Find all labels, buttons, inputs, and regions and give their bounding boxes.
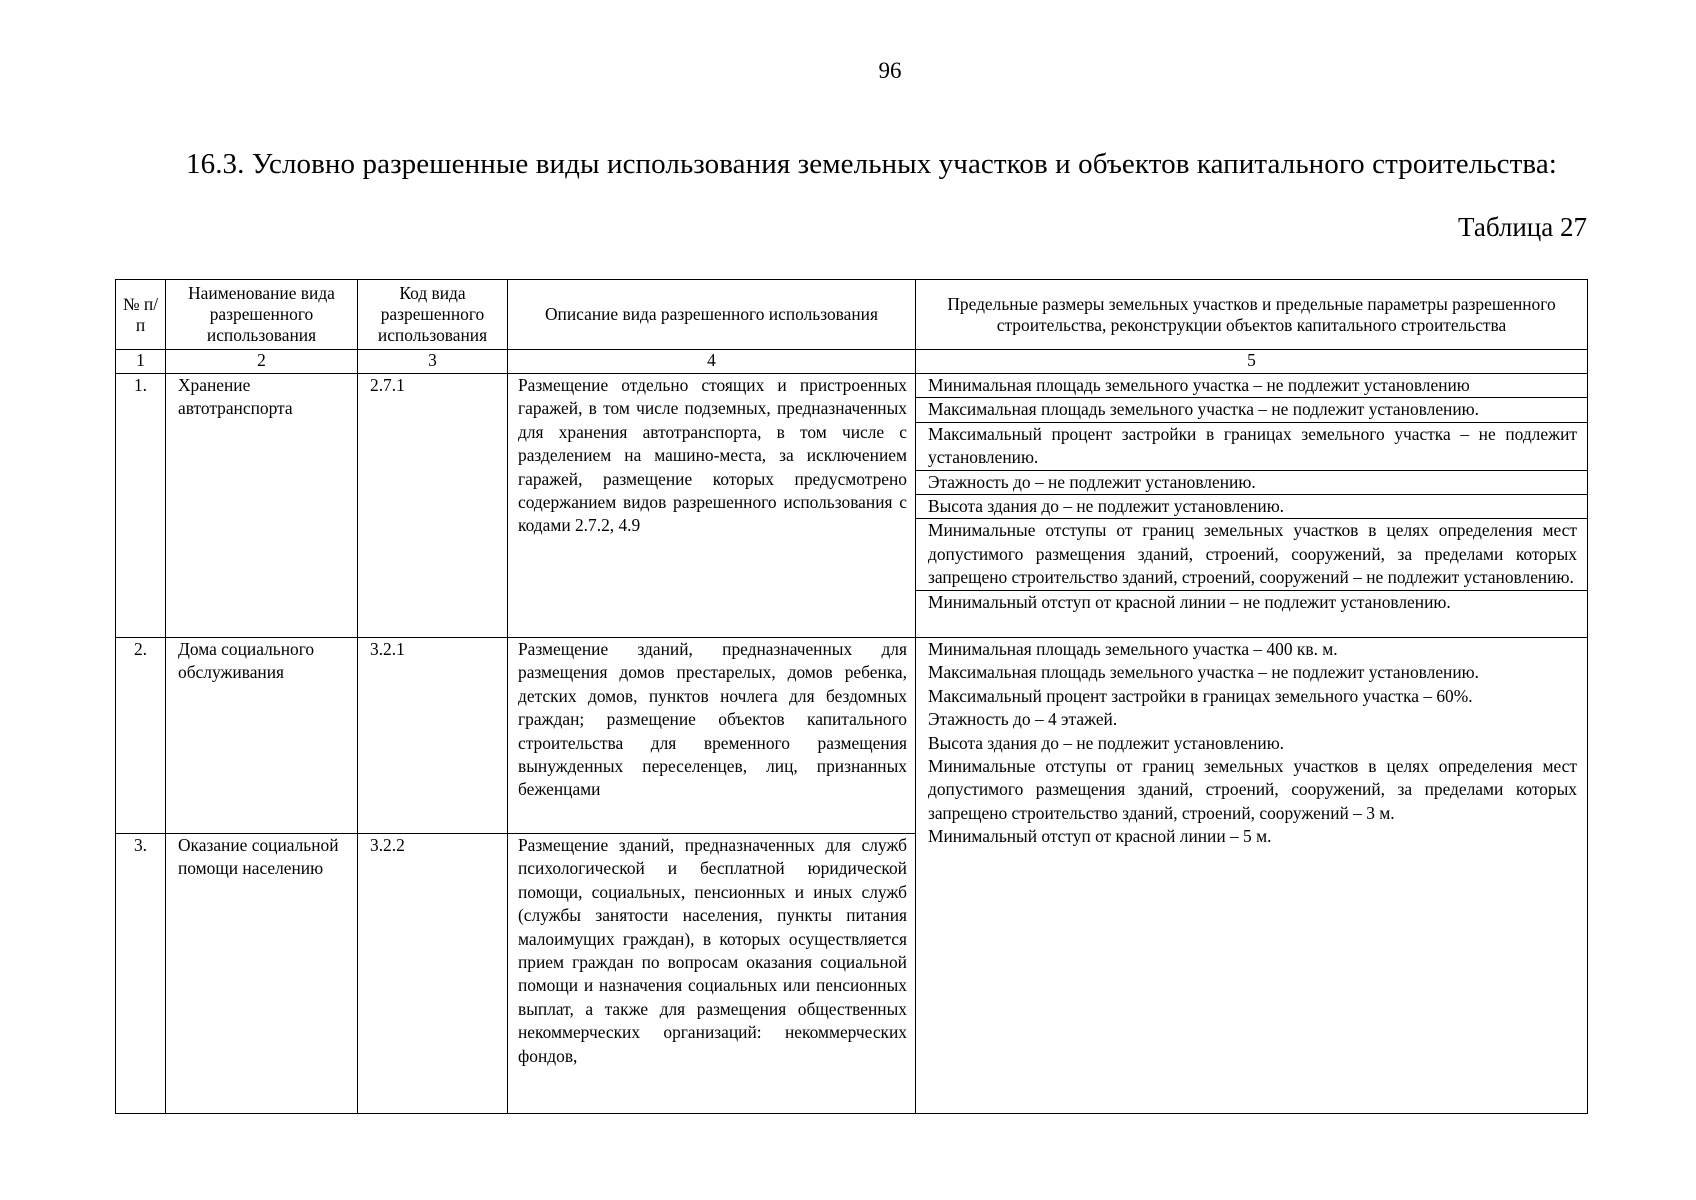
- header-use-code: Код вида разрешенного использования: [358, 280, 508, 350]
- limit-parameters: [916, 638, 1588, 1114]
- row-number: 1.: [116, 374, 166, 638]
- parameter-item: Минимальная площадь земельного участка – 400 кв. м.: [928, 639, 1338, 659]
- column-number: 5: [916, 350, 1588, 374]
- column-number-row: [116, 350, 1588, 374]
- use-description: Размещение отдельно стоящих и пристроенных гаражей, в том числе подземных, предназначенных для хранения автотранспорта, в том числе с разделением на машино-места, за исключением гаражей, размещение которых предусмотрено содержанием видов разрешенного использования с кодами 2.7.2, 4.9: [508, 374, 916, 638]
- parameter-item: Максимальный процент застройки в границах земельного участка – 60%.: [928, 685, 1473, 706]
- column-number: 4: [508, 350, 916, 374]
- use-name: Дома социального обслуживания: [166, 638, 358, 834]
- parameter-item: Максимальный процент застройки в границах земельного участка – не подлежит установлению.: [916, 423, 1587, 471]
- use-name: Хранение автотранспорта: [166, 374, 358, 638]
- column-number: 1: [116, 350, 166, 374]
- use-name: Оказание социальной помощи населению: [166, 834, 358, 1114]
- land-use-table: [115, 279, 1588, 1114]
- section-title: 16.3. Условно разрешенные виды использования земельных участков и объектов капитального строительства:: [186, 148, 1557, 180]
- use-description: Размещение зданий, предназначенных для служб психологической и бесплатной юридической помощи, социальных, пенсионных и иных служб (службы занятости населения, пункты питания малоимущих граждан), в которых осуществляется прием граждан по вопросам оказания социальной помощи и назначения социальных или пенсионных выплат, а также для размещения общественных некоммерческих организаций: некоммерческих фондов,: [508, 834, 916, 1114]
- page-number: 96: [878, 58, 902, 83]
- use-code: 3.2.1: [358, 638, 508, 834]
- use-description: Размещение зданий, предназначенных для размещения домов престарелых, домов ребенка, детских домов, пунктов ночлега для бездомных граждан; размещение объектов капитального строительства для временного размещения вынужденных переселенцев, лиц, признанных беженцами: [508, 638, 916, 834]
- use-code: 3.2.2: [358, 834, 508, 1114]
- header-number: № п/п: [116, 280, 166, 350]
- parameter-item: Высота здания до – не подлежит установлению.: [916, 495, 1587, 519]
- parameter-item: Максимальная площадь земельного участка – не подлежит установлению.: [928, 662, 1479, 683]
- parameter-item: Минимальный отступ от красной линии – 5 м.: [928, 826, 1272, 847]
- table-row: [116, 374, 1588, 638]
- column-number: 2: [166, 350, 358, 374]
- parameter-item: Минимальные отступы от границ земельных участков в целях определения мест допустимого размещения зданий, строений, сооружений, за пределами которых запрещено строительство зданий, строений, сооружений – не подлежит установлению.: [916, 519, 1587, 590]
- table-header-row: [116, 280, 1588, 350]
- use-code: 2.7.1: [358, 374, 508, 638]
- table-row: [116, 638, 1588, 834]
- parameter-item: Максимальная площадь земельного участка – не подлежит установлению.: [916, 398, 1587, 422]
- column-number: 3: [358, 350, 508, 374]
- limit-parameters: [916, 374, 1588, 638]
- row-number: 3.: [116, 834, 166, 1114]
- parameter-item: Этажность до – 4 этажей.: [928, 709, 1118, 730]
- header-use-description: Описание вида разрешенного использования: [508, 280, 916, 350]
- header-limit-parameters: Предельные размеры земельных участков и предельные параметры разрешенного строительства, реконструкции объектов капитального строительства: [916, 280, 1588, 350]
- parameter-item: Минимальные отступы от границ земельных участков в целях определения мест допустимого размещения зданий, строений, сооружений, за пределами которых запрещено строительство зданий, строений, сооружений – 3 м.: [928, 756, 1577, 823]
- parameter-item: Высота здания до – не подлежит установлению.: [928, 732, 1285, 753]
- header-use-name: Наименование вида разрешенного использования: [166, 280, 358, 350]
- parameter-item: Минимальный отступ от красной линии – не подлежит установлению.: [928, 591, 1451, 612]
- parameter-item: Минимальная площадь земельного участка – не подлежит установлению: [916, 374, 1587, 398]
- parameter-item: Этажность до – не подлежит установлению.: [916, 471, 1587, 495]
- row-number: 2.: [116, 638, 166, 834]
- table-caption: Таблица 27: [1458, 212, 1587, 242]
